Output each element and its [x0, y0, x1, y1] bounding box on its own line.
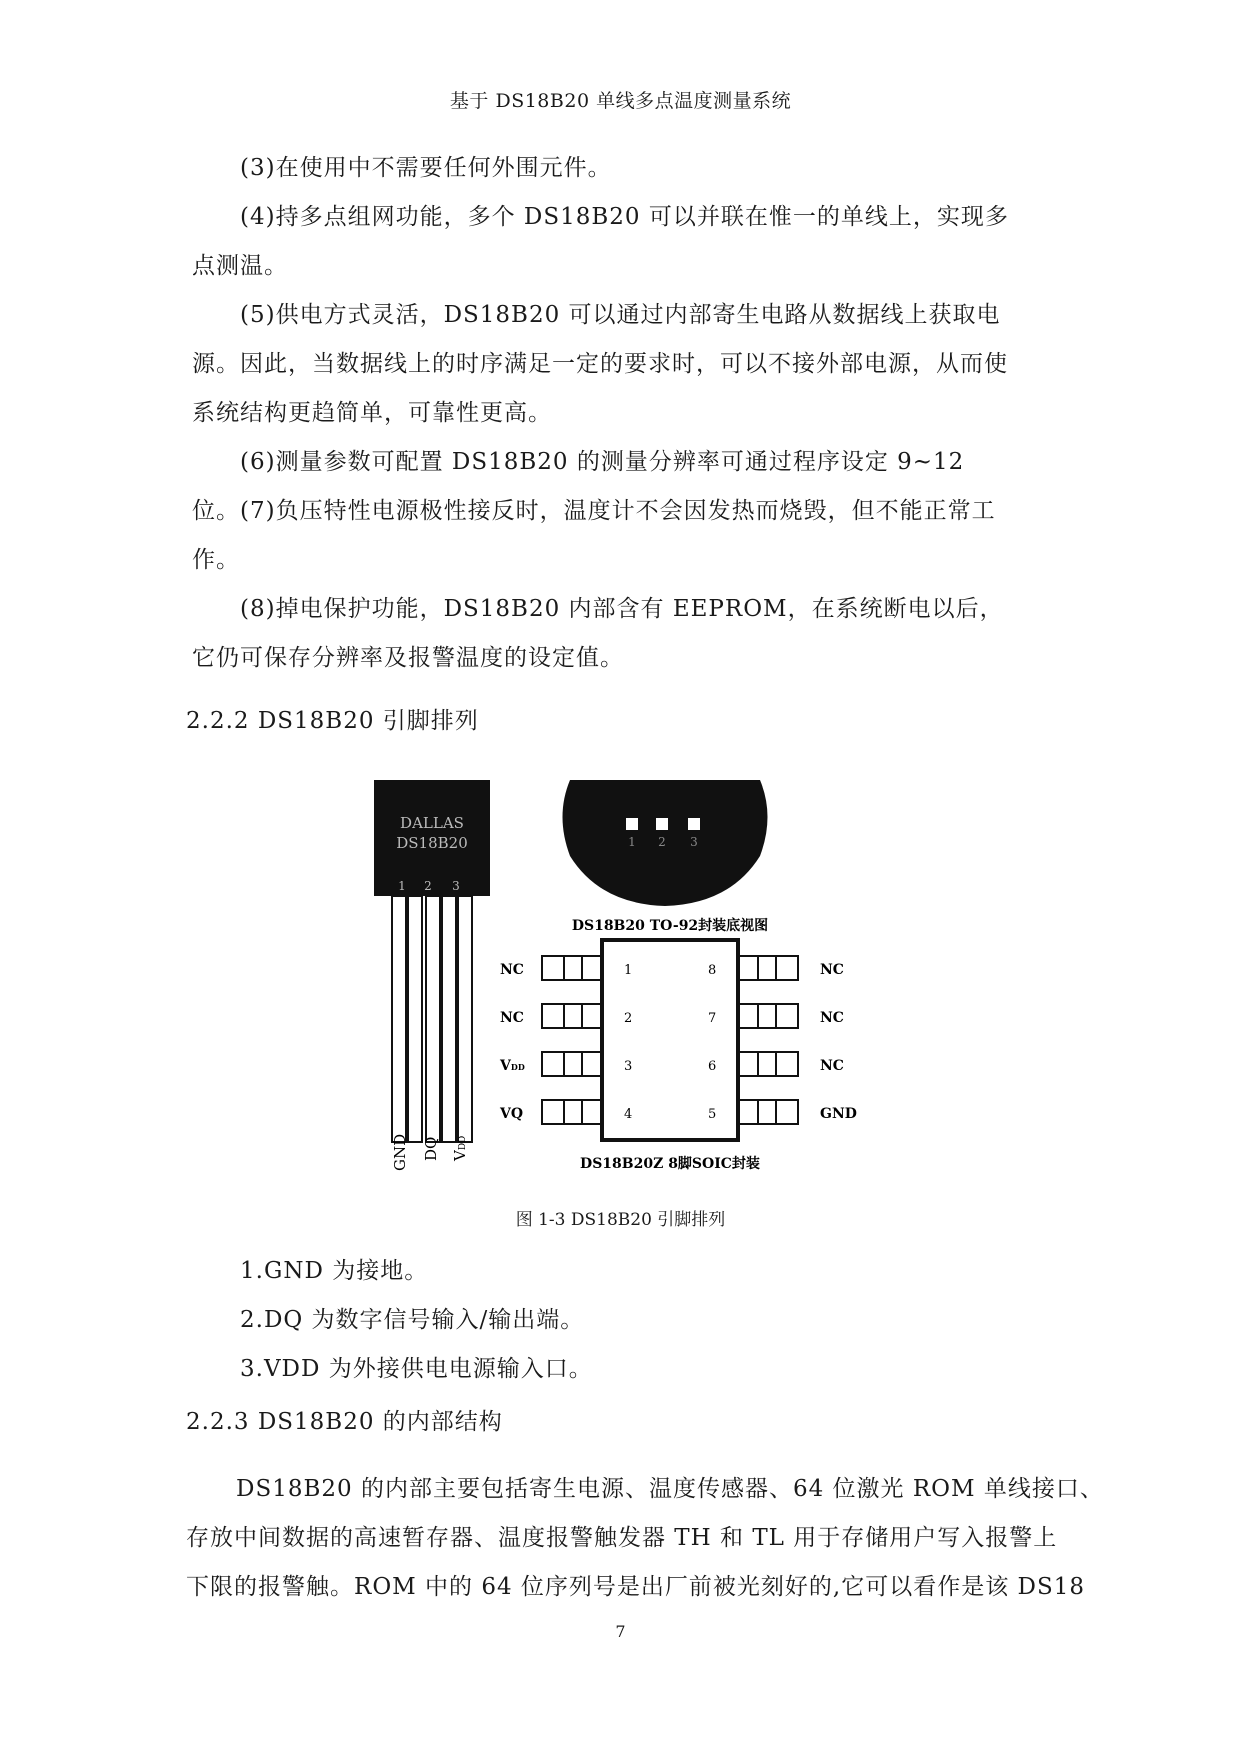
- to92-text-part: DS18B20: [396, 834, 468, 852]
- soic-right-label: NC: [820, 962, 844, 978]
- internal-text-line: 下限的报警触。ROM 中的 64 位序列号是出厂前被光刻好的,它可以看作是该 DS18: [186, 1574, 1086, 1600]
- page-number: 7: [615, 1622, 626, 1641]
- soic-right-label: NC: [820, 1010, 844, 1026]
- soic-right-num: 6: [708, 1059, 717, 1074]
- section-heading-internal: 2.2.3 DS18B20 的内部结构: [186, 1409, 503, 1435]
- running-header: 基于 DS18B20 单线多点温度测量系统: [449, 90, 792, 112]
- lead-label-dq: DQ: [422, 1136, 440, 1161]
- soic-package-label: DS18B20Z 8脚SOIC封装: [580, 1156, 760, 1172]
- soic-right-num: 8: [708, 963, 717, 978]
- feature-5: (5)供电方式灵活，DS18B20 可以通过内部寄生电路从数据线上获取电源。因此，当数据线上的时序满足一定的要求时，可以不接外部电源，从而使系统结构更趋简单，可靠性更高。: [192, 302, 1008, 426]
- svg-text:3: 3: [690, 835, 698, 849]
- soic-left-num: 4: [624, 1107, 633, 1122]
- figure-caption: 图 1-3 DS18B20 引脚排列: [515, 1210, 726, 1230]
- svg-text:1: 1: [628, 835, 636, 849]
- soic-right-num: 7: [708, 1011, 717, 1026]
- feature-8: (8)掉电保护功能，DS18B20 内部含有 EEPROM，在系统断电以后，它仍可保存分辨率及报警温度的设定值。: [192, 596, 1004, 671]
- pin-item-vdd: 3.VDD 为外接供电电源输入口。: [240, 1356, 593, 1382]
- section-heading-pins: 2.2.2 DS18B20 引脚排列: [186, 708, 479, 734]
- feature-7: (7)负压特性电源极性接反时，温度计不会因发热而烧毁，但不能正常工作。: [192, 498, 996, 573]
- to92-text-dallas: DALLAS: [400, 814, 464, 832]
- lead-label-vdd: VDD: [451, 1135, 469, 1161]
- feature-3: (3)在使用中不需要任何外围元件。: [240, 155, 612, 181]
- soic-left-label: VDD: [500, 1058, 525, 1074]
- internal-text-line: 存放中间数据的高速暂存器、温度报警触发器 TH 和 TL 用于存储用户写入报警上: [186, 1525, 1058, 1551]
- svg-text:2: 2: [658, 835, 666, 849]
- soic-left-num: 1: [624, 963, 633, 978]
- soic-right-num: 5: [708, 1107, 717, 1122]
- soic-right-pins: [738, 956, 798, 1124]
- soic-left-label: VQ: [500, 1106, 524, 1122]
- feature-4: (4)持多点组网功能，多个 DS18B20 可以并联在惟一的单线上，实现多点测温。: [192, 204, 1009, 279]
- to92-pin-num: 1: [398, 879, 406, 893]
- soic-right-label: NC: [820, 1058, 844, 1074]
- feature-6: (6)测量参数可配置 DS18B20 的测量分辨率可通过程序设定 9~12 位。: [192, 449, 965, 524]
- bottom-view-label: DS18B20 TO-92封装底视图: [571, 918, 769, 934]
- to92-leads: [392, 896, 472, 1142]
- soic-left-num: 3: [624, 1059, 633, 1074]
- pin-item-gnd: 1.GND 为接地。: [240, 1258, 429, 1284]
- pin-item-dq: 2.DQ 为数字信号输入/输出端。: [240, 1307, 585, 1333]
- to92-pin-num: 3: [452, 879, 460, 893]
- soic-right-label: GND: [820, 1106, 857, 1122]
- soic-body: [602, 940, 738, 1140]
- soic-left-label: NC: [500, 962, 524, 978]
- soic-left-num: 2: [624, 1011, 633, 1026]
- pinout-figure: [370, 776, 880, 1196]
- lead-label-gnd: GND: [391, 1133, 409, 1171]
- to92-pin-num: 2: [424, 879, 432, 893]
- soic-left-label: NC: [500, 1010, 524, 1026]
- soic-left-pins: [542, 956, 602, 1124]
- internal-text-line: DS18B20 的内部主要包括寄生电源、温度传感器、64 位激光 ROM 单线接口、: [236, 1476, 1104, 1502]
